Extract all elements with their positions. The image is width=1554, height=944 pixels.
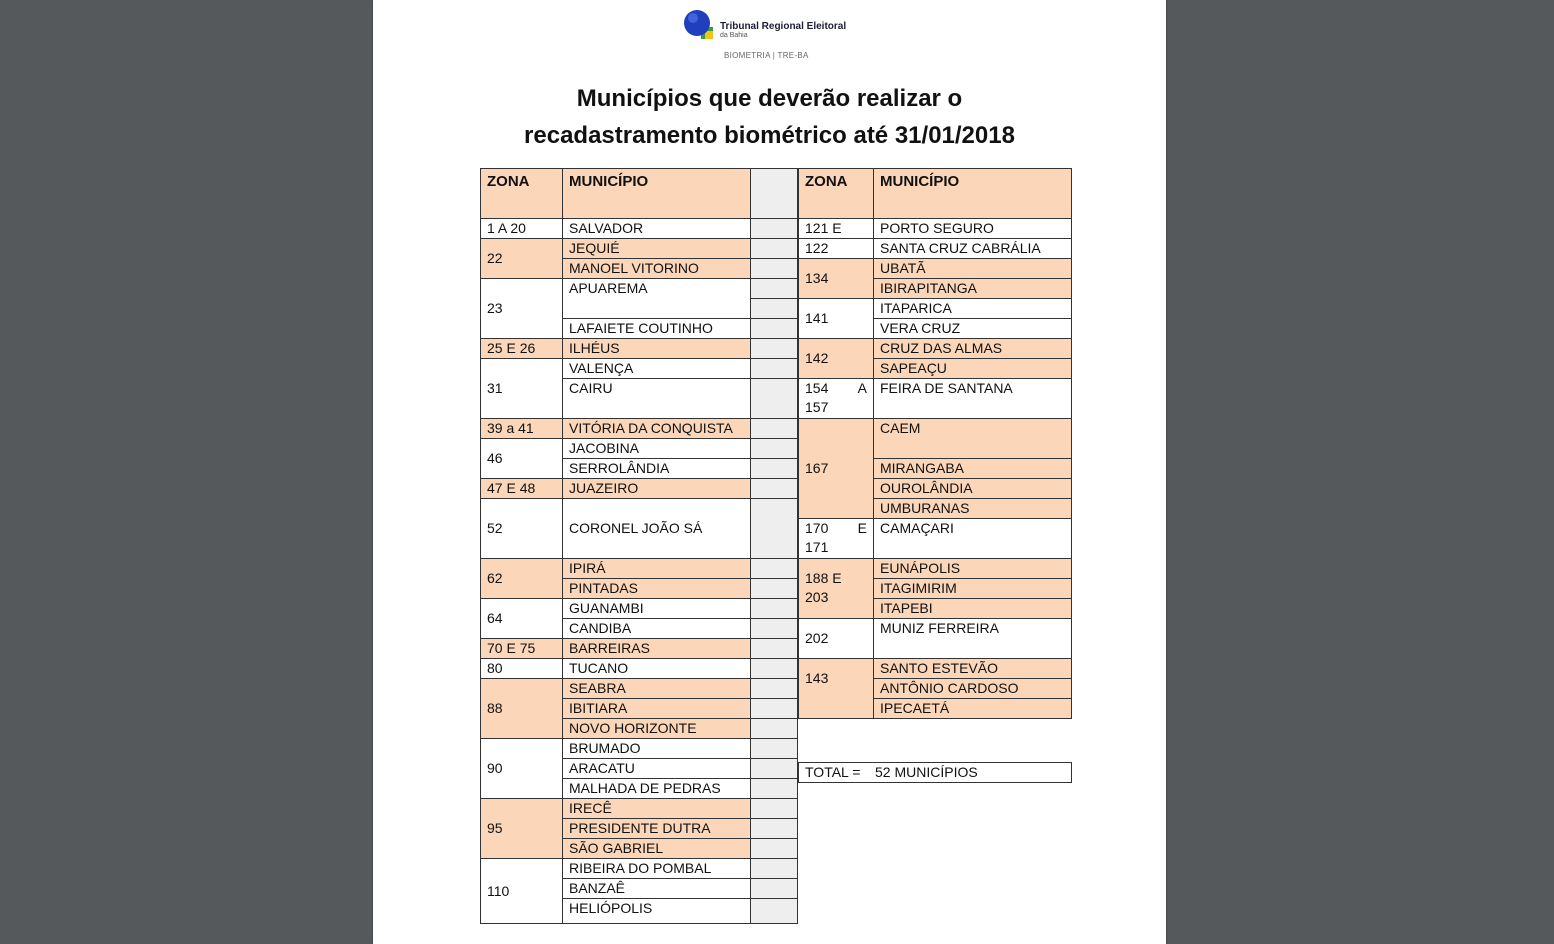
header-zona-left: ZONA bbox=[480, 168, 563, 219]
municipio-cell: MANOEL VITORINO bbox=[562, 258, 751, 279]
zone-cell: 121 E bbox=[798, 218, 874, 239]
spacer-cell bbox=[750, 658, 798, 679]
municipio-cell: SALVADOR bbox=[562, 218, 751, 239]
municipio-cell: ANTÔNIO CARDOSO bbox=[873, 678, 1072, 699]
municipio-cell: SAPEAÇU bbox=[873, 358, 1072, 379]
zone-cell: 25 E 26 bbox=[480, 338, 563, 359]
zone-cell-split bbox=[798, 518, 874, 559]
zone-cell: 88 bbox=[480, 678, 563, 739]
spacer-cell bbox=[750, 238, 798, 259]
municipio-cell: ARACATU bbox=[562, 758, 751, 779]
zone-cell: 167 bbox=[798, 418, 874, 519]
municipio-cell: CANDIBA bbox=[562, 618, 751, 639]
zone-cell: 23 bbox=[480, 278, 563, 339]
spacer-cell bbox=[750, 798, 798, 819]
municipio-cell: PORTO SEGURO bbox=[873, 218, 1072, 239]
spacer-cell bbox=[750, 618, 798, 639]
municipio-cell: BANZAÊ bbox=[562, 878, 751, 899]
zone-part: 154 bbox=[805, 380, 829, 396]
title-line-1: Municípios que deverão realizar o bbox=[576, 85, 963, 112]
spacer-cell bbox=[750, 598, 798, 619]
spacer-cell bbox=[750, 878, 798, 899]
municipio-cell: IPIRÁ bbox=[562, 558, 751, 579]
spacer-cell bbox=[750, 258, 798, 279]
spacer-cell bbox=[750, 718, 798, 739]
spacer-cell bbox=[750, 638, 798, 659]
municipio-cell: PINTADAS bbox=[562, 578, 751, 599]
title-line-2: recadastramento biométrico até 31/01/2018 bbox=[524, 122, 1015, 149]
zone-cell: 95 bbox=[480, 798, 563, 859]
municipio-cell: UMBURANAS bbox=[873, 498, 1072, 519]
municipio-cell: ITAPEBI bbox=[873, 598, 1072, 619]
zone-part: 188 E bbox=[805, 570, 842, 586]
document-header bbox=[683, 9, 883, 64]
header-tagline: BIOMETRIA | TRE-BA bbox=[724, 51, 809, 60]
spacer-cell bbox=[750, 338, 798, 359]
municipio-cell: FEIRA DE SANTANA bbox=[873, 378, 1072, 419]
zone-cell-split bbox=[798, 378, 874, 419]
zone-cell: 46 bbox=[480, 438, 563, 479]
spacer-cell bbox=[750, 858, 798, 879]
spacer-cell bbox=[750, 818, 798, 839]
municipio-cell: VALENÇA bbox=[562, 358, 751, 379]
spacer-cell bbox=[750, 678, 798, 699]
municipio-cell: IBITIARA bbox=[562, 698, 751, 719]
municipio-cell: JEQUIÉ bbox=[562, 238, 751, 259]
zone-cell: 22 bbox=[480, 238, 563, 279]
zone-cell: 39 a 41 bbox=[480, 418, 563, 439]
org-subtitle: da Bahia bbox=[720, 32, 748, 39]
zone-part: 170 bbox=[805, 520, 829, 536]
zone-cell: 1 A 20 bbox=[480, 218, 563, 239]
zone-cell: 62 bbox=[480, 558, 563, 599]
zone-cell: 134 bbox=[798, 258, 874, 299]
spacer-cell bbox=[750, 498, 798, 559]
zone-cell: 122 bbox=[798, 238, 874, 259]
municipio-cell: MIRANGABA bbox=[873, 458, 1072, 479]
municipio-cell: VERA CRUZ bbox=[873, 318, 1072, 339]
municipio-cell: IRECÊ bbox=[562, 798, 751, 819]
zone-cell: 64 bbox=[480, 598, 563, 639]
spacer-cell bbox=[750, 458, 798, 479]
total-row bbox=[798, 762, 1072, 783]
municipio-cell: MUNIZ FERREIRA bbox=[873, 618, 1072, 659]
spacer-cell bbox=[750, 758, 798, 779]
municipio-cell: JUAZEIRO bbox=[562, 478, 751, 499]
municipio-cell: OUROLÂNDIA bbox=[873, 478, 1072, 499]
document-page bbox=[373, 0, 1166, 944]
municipio-cell: NOVO HORIZONTE bbox=[562, 718, 751, 739]
municipio-cell: PRESIDENTE DUTRA bbox=[562, 818, 751, 839]
municipio-cell: CAIRU bbox=[562, 378, 751, 419]
municipio-cell: CORONEL JOÃO SÁ bbox=[562, 498, 751, 559]
zone-cell: 90 bbox=[480, 738, 563, 799]
zone-cell: 47 E 48 bbox=[480, 478, 563, 499]
municipio-cell: SEABRA bbox=[562, 678, 751, 699]
zone-part: 157 bbox=[805, 399, 829, 415]
spacer-cell bbox=[750, 558, 798, 579]
total-value: 52 MUNICÍPIOS bbox=[875, 764, 978, 780]
spacer-cell bbox=[750, 578, 798, 599]
tre-logo-icon bbox=[683, 9, 715, 41]
municipio-cell: CRUZ DAS ALMAS bbox=[873, 338, 1072, 359]
zone-cell: 31 bbox=[480, 358, 563, 419]
spacer-cell bbox=[750, 298, 798, 319]
spacer-cell bbox=[750, 478, 798, 499]
zone-part: 203 bbox=[805, 589, 829, 605]
municipio-cell: IBIRAPITANGA bbox=[873, 278, 1072, 299]
spacer-cell bbox=[750, 218, 798, 239]
spacer-cell bbox=[750, 778, 798, 799]
header-municipio-right: MUNICÍPIO bbox=[873, 168, 1072, 219]
spacer-cell bbox=[750, 838, 798, 859]
municipio-cell: JACOBINA bbox=[562, 438, 751, 459]
zone-cell: 110 bbox=[480, 858, 563, 924]
zone-cell: 70 E 75 bbox=[480, 638, 563, 659]
zone-part: E bbox=[857, 520, 867, 536]
spacer-cell bbox=[750, 378, 798, 419]
org-name: Tribunal Regional Eleitoral bbox=[720, 21, 847, 32]
zone-cell: 80 bbox=[480, 658, 563, 679]
municipio-cell: TUCANO bbox=[562, 658, 751, 679]
zone-part: 171 bbox=[805, 539, 829, 555]
municipio-cell: ILHÉUS bbox=[562, 338, 751, 359]
spacer-cell bbox=[750, 358, 798, 379]
spacer-cell bbox=[750, 318, 798, 339]
municipio-cell: MALHADA DE PEDRAS bbox=[562, 778, 751, 799]
municipios-table bbox=[480, 168, 1072, 924]
municipio-cell: BARREIRAS bbox=[562, 638, 751, 659]
header-zona-right: ZONA bbox=[798, 168, 874, 219]
municipio-cell: SANTO ESTEVÃO bbox=[873, 658, 1072, 679]
municipio-cell: GUANAMBI bbox=[562, 598, 751, 619]
total-label: TOTAL = bbox=[805, 764, 861, 780]
municipio-cell: HELIÓPOLIS bbox=[562, 898, 751, 924]
spacer-cell bbox=[750, 278, 798, 299]
municipio-cell: IPECAETÁ bbox=[873, 698, 1072, 719]
municipio-cell: ITAGIMIRIM bbox=[873, 578, 1072, 599]
zone-cell: 141 bbox=[798, 298, 874, 339]
municipio-cell: SÃO GABRIEL bbox=[562, 838, 751, 859]
spacer-cell bbox=[750, 738, 798, 759]
spacer-cell bbox=[750, 898, 798, 924]
spacer-cell bbox=[750, 698, 798, 719]
municipio-cell: UBATÃ bbox=[873, 258, 1072, 279]
zone-cell: 52 bbox=[480, 498, 563, 559]
municipio-cell: ITAPARICA bbox=[873, 298, 1072, 319]
municipio-cell: APUAREMA bbox=[562, 278, 751, 319]
header-municipio-left: MUNICÍPIO bbox=[562, 168, 751, 219]
spacer-cell bbox=[750, 438, 798, 459]
spacer-cell bbox=[750, 168, 798, 219]
municipio-cell: SERROLÂNDIA bbox=[562, 458, 751, 479]
municipio-cell: EUNÁPOLIS bbox=[873, 558, 1072, 579]
zone-cell: 143 bbox=[798, 658, 874, 719]
municipio-cell: VITÓRIA DA CONQUISTA bbox=[562, 418, 751, 439]
municipio-cell: SANTA CRUZ CABRÁLIA bbox=[873, 238, 1072, 259]
page-title bbox=[373, 80, 1166, 154]
zone-part: A bbox=[857, 380, 867, 396]
municipio-cell: LAFAIETE COUTINHO bbox=[562, 318, 751, 339]
zone-cell: 142 bbox=[798, 338, 874, 379]
municipio-cell: CAEM bbox=[873, 418, 1072, 459]
municipio-cell: BRUMADO bbox=[562, 738, 751, 759]
zone-cell-split bbox=[798, 558, 874, 619]
municipio-cell: RIBEIRA DO POMBAL bbox=[562, 858, 751, 879]
zone-cell: 202 bbox=[798, 618, 874, 659]
municipio-cell: CAMAÇARI bbox=[873, 518, 1072, 559]
spacer-cell bbox=[750, 418, 798, 439]
